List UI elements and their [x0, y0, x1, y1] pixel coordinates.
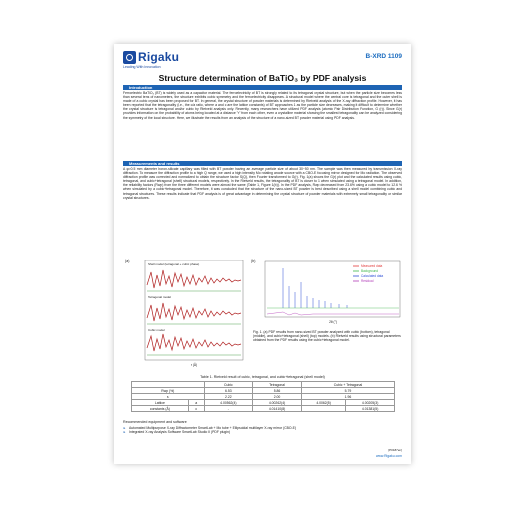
table-cell: 4.00262(4)	[253, 400, 302, 406]
legend-residual: Residual	[361, 279, 374, 283]
panel-tag-cubic: Cubic model	[148, 328, 165, 332]
table-cell: 1.96	[301, 394, 394, 400]
table-cell: 4.00562(4)	[204, 400, 253, 406]
equipment-item: ► Automated Multipurpose X-ray Diffractometer SmartLab + Mo tube + Ellipsoidal multilayer X-ray mirror (CBO-E)	[123, 426, 402, 430]
tagline: Leading With Innovation	[123, 65, 161, 69]
page-title: Structure determination of BaTiO₃ by PDF analysis	[158, 73, 367, 83]
table-title: Table 1. Rietveld result of cubic, tetragonal, and cubic+tetragonal (shell model)	[200, 375, 325, 379]
introduction-text: Ferroelectric BaTiO₃ (BT) is widely used as a capacitor material. The ferroelectricity of BT is strongly related to its tetragonal crystal structure, but when the particle size becomes less than several tens of nanometers, the structure exhibits cubic symmetry and the ferroelectricity disappears. A structural model where the central core is tetragonal and the outer shell is made of a cubic crystal has been proposed for BT. In general, the crystal structure of powder materials is determined by Rietveld analysis of the X-ray diffraction profile. However, it has been reported that the tetragonality (i.e., the c/a ratio, where a and c are the lattice constants) of BT approaches 1 as the particle size decreases, making it difficult to determine whether the crystal structure is tetragonal and/or cubic by Rietveld analysis only. Recently, many researchers have utilized PDF analysis (atomic Pair Distribution Function, G (r)). Since G(r) provides information on the probability of atoms being located at a distance "r" from each other, even a crystalline material showing the smallest tetragonality can be analyzed considering the symmetry of the local structure. Here, we illustrate the results from an analysis of the structure of a nano-sized BT powder material using PDF analysis.	[123, 91, 402, 120]
document-page	[114, 44, 411, 464]
table-cell	[301, 406, 345, 412]
table-cell: s	[132, 394, 205, 400]
table-header-cell: Cubic	[204, 382, 253, 388]
table-cell: Rwp (%)	[132, 388, 205, 394]
table-cell: 6.53	[204, 388, 253, 394]
panel-tag-shell: Shell model (tetragonal + cubic phase)	[148, 262, 200, 266]
legend-measured: Measured data	[361, 264, 383, 268]
equipment-list	[123, 426, 402, 434]
figure-b-xlabel: 2θ (°)	[329, 320, 337, 324]
legend-calculated: Calculated data	[361, 274, 384, 278]
measurements-text: A φ=0.5 mm diameter boron-silicate capillary was filled with BT powder having an average particle size of about 30~50 nm. The sample was then measured by transmission X-ray diffraction. To measure the diffraction profile to a high Q range, we used a high intensity Mo rotating anode source with a CBO-E focusing mirror designed for Mo radiation. The observed diffraction profile was corrected and normalized to obtain the structure factor S(Q), then Fourier transformed to G(r). Fig. 1(a) shows the G(r) plot and the calculated results using cubic, tetragonal, and cubic+tetragonal (shell) structural models, respectively. In the Rietveld results, the tetragonality of BT is closer to 1 when simulated using a tetragonal model. In addition, the reliability factors (Rwp) from the three different models were almost the same (Table 1, Figure 1(b)). In the PDF analysis, Rwp decreased from 23.6% using a cubic model to 12.6 % when simulated by a cubic+tetragonal model. Therefore, it was concluded that the structure of the nano-sized BT powder is best described using a shell model combining cubic and tetragonal structures. These results indicate that PDF analysis is of great advantage in determining the crystal structure of powder materials with extremely small tetragonality or similar crystal structures.	[123, 167, 402, 200]
table-cell: constants (Å)	[132, 406, 189, 412]
table-cell: 4.00205(3)	[346, 400, 395, 406]
table-cell: 4.01381(5)	[346, 406, 395, 412]
figure-b-label: (b)	[251, 259, 256, 263]
table-cell: -	[204, 406, 253, 412]
table-header-cell: Cubic + Tetragonal	[301, 382, 394, 388]
figure-a-label: (a)	[125, 259, 130, 263]
legend-background: Background	[361, 269, 379, 273]
document-id: B-XRD 1109	[365, 53, 402, 60]
figure-b-rietveld-plot	[253, 260, 402, 325]
rigaku-logo-icon	[123, 51, 136, 64]
table-cell: Lattice	[132, 400, 189, 406]
table-cell: 5.86	[253, 388, 302, 394]
table-header-cell: Tetragonal	[253, 382, 302, 388]
equipment-item: ► Integrated X-ray Analysis Software SmartLab Studio II (PDF plugin)	[123, 430, 402, 434]
table-cell: a	[188, 400, 204, 406]
section-header-measurements: Measurements and results	[123, 161, 402, 166]
table-cell: c	[188, 406, 204, 412]
table-cell: 5.79	[301, 388, 394, 394]
figure-caption: Fig. 1. (a) PDF results from nano-sized BT powder analyzed with cubic (bottom), tetragonal (middle), and cubic+tetragonal (shell) (top) models. (b) Rietveld results using structural parameters obtained from the PDF results using the cubic+tetragonal model.	[253, 330, 401, 343]
panel-tag-tetragonal: Tetragonal model	[148, 295, 172, 299]
document-code: [P0187en]	[388, 448, 402, 452]
table-cell: 4.0062(5)	[301, 400, 345, 406]
table-cell: 2.00	[253, 394, 302, 400]
results-table	[131, 381, 395, 412]
equipment-title: Recommended equipment and software	[123, 420, 187, 424]
page-content	[123, 50, 402, 458]
table-cell: 2.22	[204, 394, 253, 400]
logo-text: Rigaku	[138, 50, 180, 64]
table-cell: 4.01410(8)	[253, 406, 302, 412]
section-header-introduction: Introduction	[123, 85, 402, 90]
website-link[interactable]: www.Rigaku.com	[375, 454, 402, 458]
rigaku-logo	[123, 50, 179, 64]
figure-a-xlabel: r (Å)	[190, 363, 198, 367]
table-row	[132, 406, 395, 412]
figure-a-pdf-plot	[137, 260, 245, 368]
